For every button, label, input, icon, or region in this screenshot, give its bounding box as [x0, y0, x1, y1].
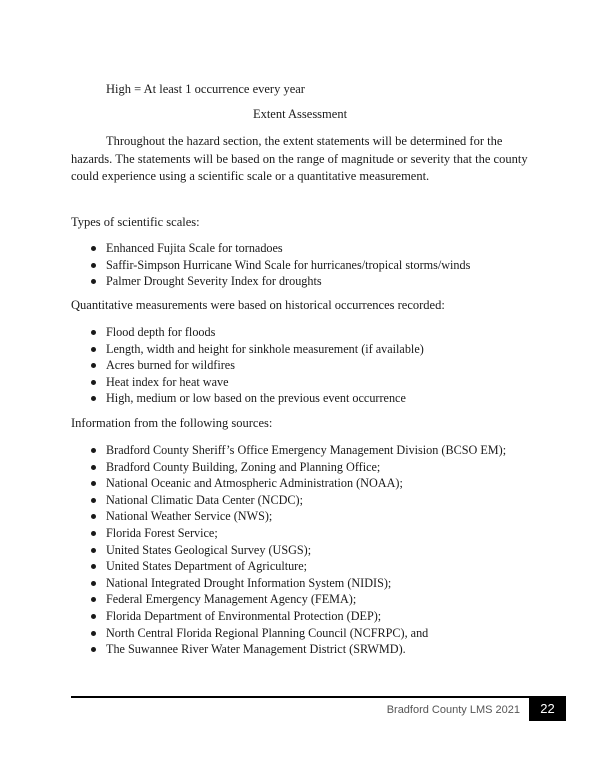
list-item: National Integrated Drought Information System (NIDIS);	[71, 575, 506, 592]
list-item: Bradford County Sheriff’s Office Emergency Management Division (BCSO EM);	[71, 442, 506, 459]
list-item: National Oceanic and Atmospheric Administration (NOAA);	[71, 475, 506, 492]
list-item: Length, width and height for sinkhole measurement (if available)	[71, 341, 424, 358]
list-item: Enhanced Fujita Scale for tornadoes	[71, 240, 470, 257]
sources-label: Information from the following sources:	[71, 416, 273, 430]
list-item: United States Geological Survey (USGS);	[71, 542, 506, 559]
sources-list	[71, 442, 506, 658]
list-item: Acres burned for wildfires	[71, 357, 424, 374]
quant-label: Quantitative measurements were based on historical occurrences recorded:	[71, 298, 445, 312]
list-item: National Weather Service (NWS);	[71, 508, 506, 525]
list-item: North Central Florida Regional Planning Council (NCFRPC), and	[71, 625, 506, 642]
list-item: Florida Department of Environmental Protection (DEP);	[71, 608, 506, 625]
intro-paragraph: Throughout the hazard section, the extent statements will be determined for the hazards. The statements will be based on the range of magnitude or severity that the county could experience using a scientific scale or a quantitative measurement.	[71, 134, 528, 183]
list-item: Heat index for heat wave	[71, 374, 424, 391]
list-item: High, medium or low based on the previous event occurrence	[71, 390, 424, 407]
frequency-line: High = At least 1 occurrence every year	[106, 82, 305, 96]
list-item: United States Department of Agriculture;	[71, 558, 506, 575]
list-item: National Climatic Data Center (NCDC);	[71, 492, 506, 509]
list-item: The Suwannee River Water Management District (SRWMD).	[71, 641, 506, 658]
list-item: Flood depth for floods	[71, 324, 424, 341]
footer-title: Bradford County LMS 2021	[386, 704, 520, 716]
list-item: Florida Forest Service;	[71, 525, 506, 542]
list-item: Bradford County Building, Zoning and Planning Office;	[71, 459, 506, 476]
footer-rule	[71, 696, 529, 698]
scales-label: Types of scientific scales:	[71, 215, 200, 229]
list-item: Saffir-Simpson Hurricane Wind Scale for hurricanes/tropical storms/winds	[71, 257, 470, 274]
section-heading: Extent Assessment	[252, 107, 348, 121]
list-item: Palmer Drought Severity Index for droughts	[71, 273, 470, 290]
quant-list	[71, 324, 424, 407]
scales-list	[71, 240, 470, 290]
page-number: 22	[529, 696, 566, 721]
list-item: Federal Emergency Management Agency (FEMA);	[71, 591, 506, 608]
